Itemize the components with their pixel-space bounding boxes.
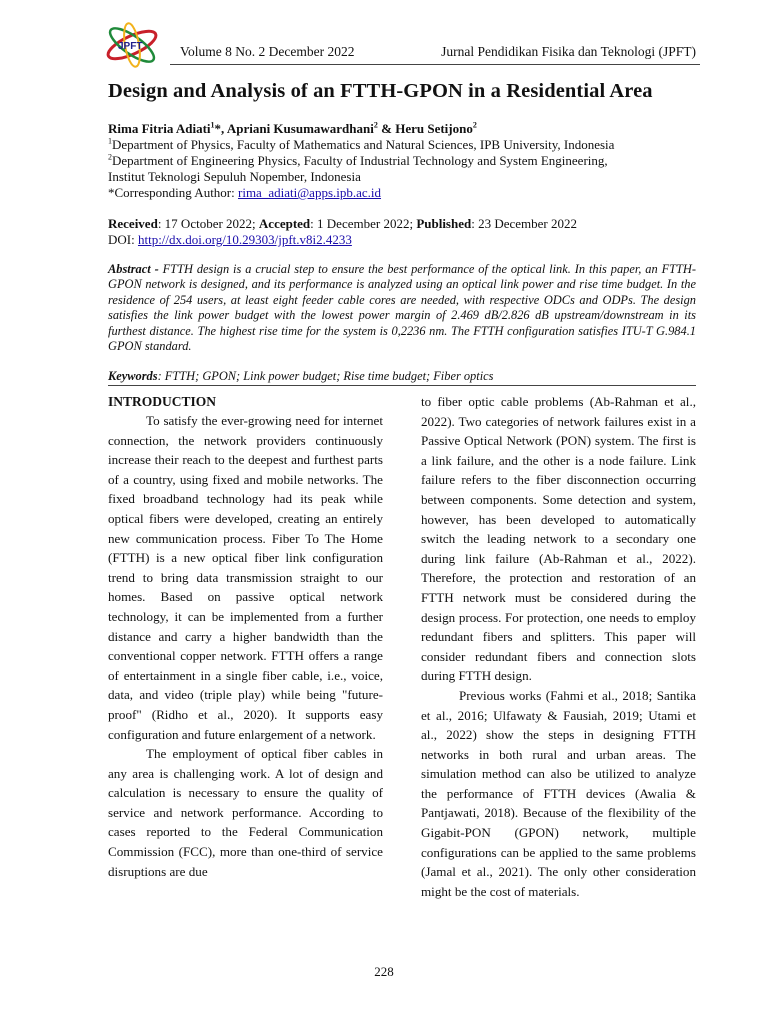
received-date: : 17 October 2022; <box>157 216 259 231</box>
paragraph: to fiber optic cable problems (Ab-Rahman et al., 2022). Two categories of network failures exist in a Passive Optical Network (PON) system. The first is a link failure, and the other is a node failure. Link failure refers to the fiber disconnection occurring between components. Some detection and system, however, has been developed to automatically switch the leading network to a secondary one during link failure (Ab-Rahman et al., 2022). Therefore, the protection and restoration of an FTTH network must be considered during the design process. For protection, one needs to employ redundant fibers and splitters. This paper will consider redundant fibers and connection slots during FTTH design. <box>421 394 696 684</box>
accepted-label: Accepted <box>258 216 311 231</box>
paragraph: The employment of optical fiber cables in any area is challenging work. A lot of design and calculation is necessary to ensure the quality of service and network performance. According to cases reported to the Federal Communication Commission (FCC), more than one-third of service disruptions are due <box>108 746 383 879</box>
doi-link[interactable]: http://dx.doi.org/10.29303/jpft.v8i2.4233 <box>137 232 352 247</box>
affiliation-text: Department of Physics, Faculty of Mathematics and Natural Sciences, IPB University, Indonesia <box>112 137 615 152</box>
corresponding-email-link[interactable]: rima_adiati@apps.ipb.ac.id <box>238 185 382 200</box>
volume-info: Volume 8 No. 2 December 2022 <box>180 44 355 59</box>
published-label: Published <box>416 216 472 231</box>
author-separator: & <box>377 121 396 136</box>
keywords <box>108 369 696 386</box>
header-divider <box>170 64 700 65</box>
doi-line <box>108 232 698 248</box>
page-header <box>100 20 700 70</box>
affiliations <box>108 137 698 201</box>
affiliation-text: Department of Engineering Physics, Faculty of Industrial Technology and System Engineering, <box>112 153 608 168</box>
affiliation-marker: 1 <box>210 120 215 130</box>
corresponding-marker: *, <box>214 121 227 136</box>
right-column <box>421 392 696 901</box>
abstract-label: Abstract - <box>108 262 159 276</box>
section-heading-introduction: INTRODUCTION <box>108 394 217 409</box>
received-label: Received <box>108 216 158 231</box>
journal-name: Jurnal Pendidikan Fisika dan Teknologi (JPFT) <box>441 44 696 59</box>
abstract-text: FTTH design is a crucial step to ensure the best performance of the optical link. In this paper, an FTTH-GPON network is designed, and its performance is analyzed using an optical link power and rise time budget. In the residence of 254 users, at least eight feeder cable cores are needed, with respective ODCs and ODPs. The design satisfies the link power budget with the lowest power margin of 2.469 dB/2.826 dB upstream/downstream in its furthest distance. The highest rise time for the system is 0,2236 nm. The FTTH configuration satisfies ITU-T G.984.1 GPON standard. <box>108 262 696 354</box>
author-list <box>108 121 698 137</box>
keywords-label: Keywords <box>108 369 158 383</box>
published-date: : 23 December 2022 <box>471 216 578 231</box>
affiliation-marker: 2 <box>472 120 477 130</box>
corresponding-author <box>108 185 698 201</box>
corresponding-label: *Corresponding Author: <box>108 185 238 200</box>
publication-dates <box>108 216 698 248</box>
paper-title: Design and Analysis of an FTTH-GPON in a Residential Area <box>108 80 653 102</box>
doi-label: DOI: <box>108 232 138 247</box>
affiliation-1 <box>108 137 698 153</box>
paragraph: To satisfy the ever-growing need for internet connection, the network providers continuously increase their reach to the deepest and furthest parts of a country, using fixed and mobile networks. The fixed broadband technology had its peak while optical fibers were developed, creating an entirely new communication process. Fiber To The Home (FTTH) is a new optical fiber link configuration trend to bring data transmission straight to our homes. Based on passive optical network technology, it can be implemented from a further distance and carry a higher bandwidth than the conventional copper network. FTTH offers a range of entertainment in a single fiber cable, i.e., voice, data, and video (triple play) while being "future-proof" (Ridho et al., 2020). It supports easy configuration and future enlargement of a network. <box>108 413 383 742</box>
author-name: Rima Fitria Adiati <box>108 121 211 136</box>
accepted-date: : 1 December 2022; <box>310 216 417 231</box>
page-number: 228 <box>374 964 394 979</box>
affiliation-marker: 2 <box>108 152 112 162</box>
affiliation-2-institution: Institut Teknologi Sepuluh Nopember, Indonesia <box>108 169 361 184</box>
affiliation-marker: 2 <box>373 120 378 130</box>
paragraph: Previous works (Fahmi et al., 2018; Santika et al., 2016; Ulfawaty & Fausiah, 2019; Utami et al., 2022) show the steps in designing FTTH networks in both rural and urban areas. The simulation method can also be utilized to analyze the performance of FTTH devices (Awalia & Pantjawati, 2018). Because of the flexibility of the Gigabit-PON (GPON) network, multiple configurations can be applied to the same problems (Jamal et al., 2021). The only other consideration might be the cost of materials. <box>421 687 696 899</box>
left-column <box>108 392 383 881</box>
dates-line <box>108 216 698 232</box>
abstract <box>108 262 696 354</box>
affiliation-2 <box>108 153 698 169</box>
affiliation-marker: 1 <box>108 136 112 146</box>
author-name: Heru Setijono <box>395 121 473 136</box>
keywords-text: : FTTH; GPON; Link power budget; Rise time budget; Fiber optics <box>157 369 494 383</box>
author-name: Apriani Kusumawardhani <box>226 121 374 136</box>
logo-text: JPFT <box>118 41 143 52</box>
journal-logo <box>100 20 170 70</box>
